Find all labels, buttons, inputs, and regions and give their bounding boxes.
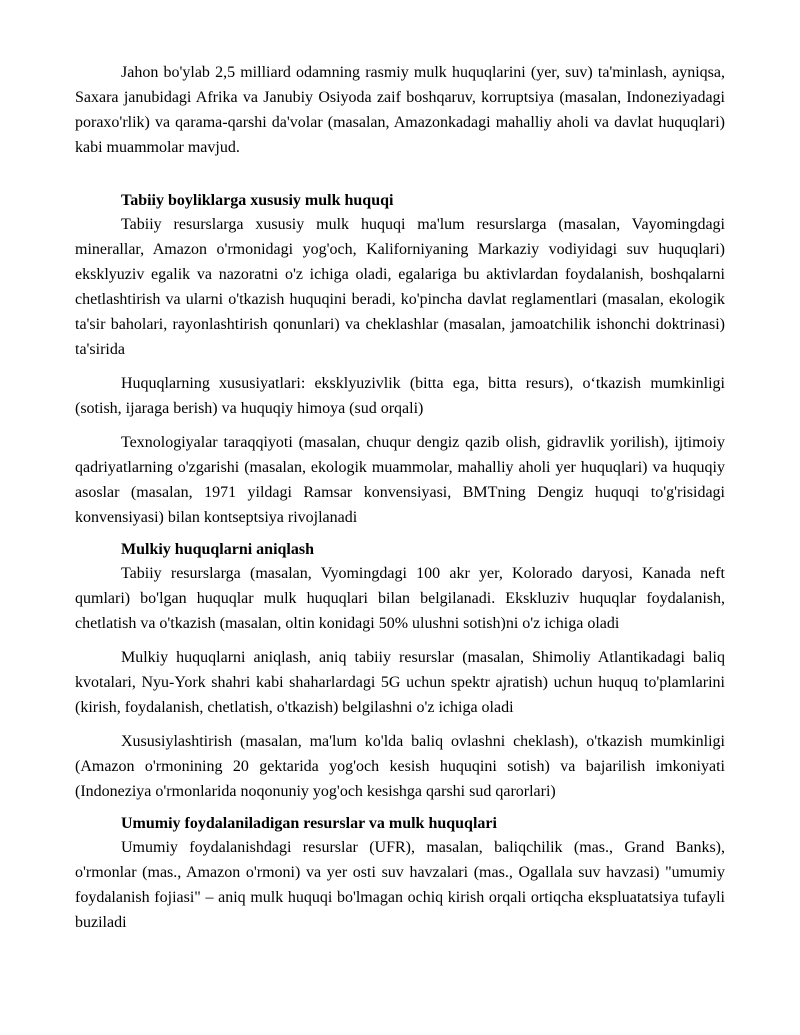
paragraph-spacer [75, 636, 725, 645]
paragraph: Xususiylashtirish (masalan, ma'lum ko'lda baliq ovlashni cheklash), o'tkazish mumkinligi (Amazon o'rmonining 20 gektarida yog'och kesish huquqini sotish) va bajarilish imkoniyati (Indoneziya o'rmonlarida noqonuniy yog'och kesishga qarshi sud qarorlari) [75, 733, 725, 800]
paragraph-spacer [75, 720, 725, 729]
paragraph: Mulkiy huquqlarni aniqlash, aniq tabiiy resurslar (masalan, Shimoliy Atlantikadagi baliq kvotalari, Nyu-York shahri kabi shaharlardagi 5G uchun spektr ajratish) uchun huquq to'plamlarini (kirish, foydalanish, chetlatish, o'tkazish) belgilashni o'z ichiga oladi [75, 649, 725, 716]
section-spacer [75, 160, 725, 190]
paragraph: Umumiy foydalanishdagi resurslar (UFR), masalan, baliqchilik (mas., Grand Banks), o'rmonlar (mas., Amazon o'rmoni) va yer osti suv havzalari (mas., Ogallala suv havzasi) "umumiy foydalanish fojiasi" – aniq mulk huquqi bo'lmagan ochiq kirish orqali ortiqcha ekspluatatsiya tufayli buziladi [75, 839, 725, 931]
section-heading-common-resources: Umumiy foydalaniladigan resurslar va mulk huquqlari [121, 815, 497, 832]
paragraph: Texnologiyalar taraqqiyoti (masalan, chuqur dengiz qazib olish, gidravlik yorilish), ijtimoiy qadriyatlarning o'zgarishi (masalan, ekologik muammolar, mahalliy aholi yer huquqlari) va huquqiy asoslar (masalan, 1971 yildagi Ramsar konvensiyasi, BMTning Dengiz huquqi to'g'risidagi konvensiyasi) bilan kontseptsiya rivojlanadi [75, 434, 725, 526]
paragraph: Huquqlarning xususiyatlari: eksklyuzivlik (bitta ega, bitta resurs), o‘tkazish mumkinligi (sotish, ijaraga berish) va huquqiy himoya (sud orqali) [75, 375, 725, 417]
paragraph-spacer [75, 362, 725, 371]
section-heading-private-property: Tabiiy boyliklarga xususiy mulk huquqi [121, 192, 394, 209]
section-spacer [75, 530, 725, 539]
section-spacer [75, 804, 725, 813]
document-page [75, 60, 725, 935]
intro-paragraph: Jahon bo'ylab 2,5 milliard odamning rasmiy mulk huquqlarini (yer, suv) ta'minlash, ayniqsa, Saxara janubidagi Afrika va Janubiy Osiyoda zaif boshqaruv, korruptsiya (masalan, Indoneziyadagi poraxo'rlik) va qarama-qarshi da'volar (masalan, Amazonkadagi mahalliy aholi va davlat huquqlari) kabi muammolar mavjud. [75, 64, 725, 156]
paragraph-spacer [75, 421, 725, 430]
section-heading-defining-rights: Mulkiy huquqlarni aniqlash [121, 541, 314, 558]
paragraph: Tabiiy resurslarga (masalan, Vyomingdagi 100 akr yer, Kolorado daryosi, Kanada neft qumlari) bo'lgan huquqlar mulk huquqlari bilan belgilanadi. Ekskluziv huquqlar foydalanish, chetlatish va o'tkazish (masalan, oltin konidagi 50% ulushni sotish)ni o'z ichiga oladi [75, 565, 725, 632]
paragraph: Tabiiy resurslarga xususiy mulk huquqi ma'lum resurslarga (masalan, Vayomingdagi minerallar, Amazon o'rmonidagi yog'och, Kaliforniyaning Markaziy vodiyidagi suv huquqlari) eksklyuziv egalik va nazoratni o'z ichiga oladi, egalariga bu aktivlardan foydalanish, boshqalarni chetlashtirish va ularni o'tkazish huquqini beradi, ko'pincha davlat reglamentlari (masalan, ekologik ta'sir baholari, rayonlashtirish qonunlari) va cheklashlar (masalan, jamoatchilik ishonchi doktrinasi) ta'sirida [75, 216, 725, 358]
